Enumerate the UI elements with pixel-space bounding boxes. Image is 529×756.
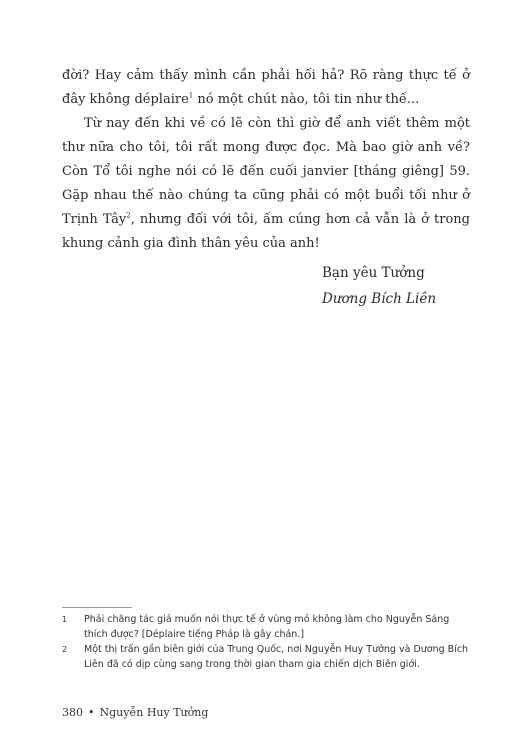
signature-block xyxy=(322,260,436,312)
signature-name: Dương Bích Liên xyxy=(322,291,437,307)
footnote-ref-2: 2 xyxy=(126,211,131,220)
footnote-2 xyxy=(62,642,470,672)
page-footer xyxy=(62,706,208,719)
main-text xyxy=(62,64,470,256)
footnote-divider xyxy=(62,607,132,608)
paragraph-1-text-a: đời? Hay cảm thấy mình cần phải hối hả? Rõ ràng thực tế ở đây không déplaire xyxy=(62,68,470,107)
signature-closing: Bạn yêu Tưởng xyxy=(322,265,425,281)
page-number: 380 xyxy=(62,706,83,719)
footnote-1-text: Phải chăng tác giả muốn nói thực tế ở vùng mỏ không làm cho Nguyễn Sáng thích được? [Déplaire tiếng Pháp là gây chán.] xyxy=(84,614,450,640)
running-author: Nguyễn Huy Tưởng xyxy=(99,706,209,719)
footnote-1 xyxy=(62,612,470,642)
footnote-2-text: Một thị trấn gần biên giới của Trung Quốc, nơi Nguyễn Huy Tưởng và Dương Bích Liên đã có dịp cùng sang trong thời gian tham gia chiến dịch Biên giới. xyxy=(84,644,469,670)
footnotes xyxy=(62,612,470,672)
footnote-ref-1: 1 xyxy=(188,91,194,100)
footnote-1-number: 1 xyxy=(62,615,68,624)
paragraph-2-text-b: , nhưng đối với tôi, ấm cúng hơn cả vẫn là ở trong khung cảnh gia đình thân yêu của anh! xyxy=(62,212,470,251)
paragraph-1-text-b: nó một chút nào, tôi tin như thế... xyxy=(193,92,420,107)
footer-separator: • xyxy=(88,706,95,719)
paragraph-2-text-a: Từ nay đến khi về có lẽ còn thì giờ để anh viết thêm một thư nữa cho tôi, tôi rất mong được đọc. Mà bao giờ anh về? Còn Tổ tôi nghe nói có lẽ đến cuối janvier [tháng giêng] 59. Gặp nhau thế nào chúng ta cũng phải có một buổi tối như ở Trịnh Tây xyxy=(62,116,470,227)
paragraph-1 xyxy=(62,64,470,112)
footnote-2-number: 2 xyxy=(62,645,68,654)
paragraph-2 xyxy=(62,112,470,256)
